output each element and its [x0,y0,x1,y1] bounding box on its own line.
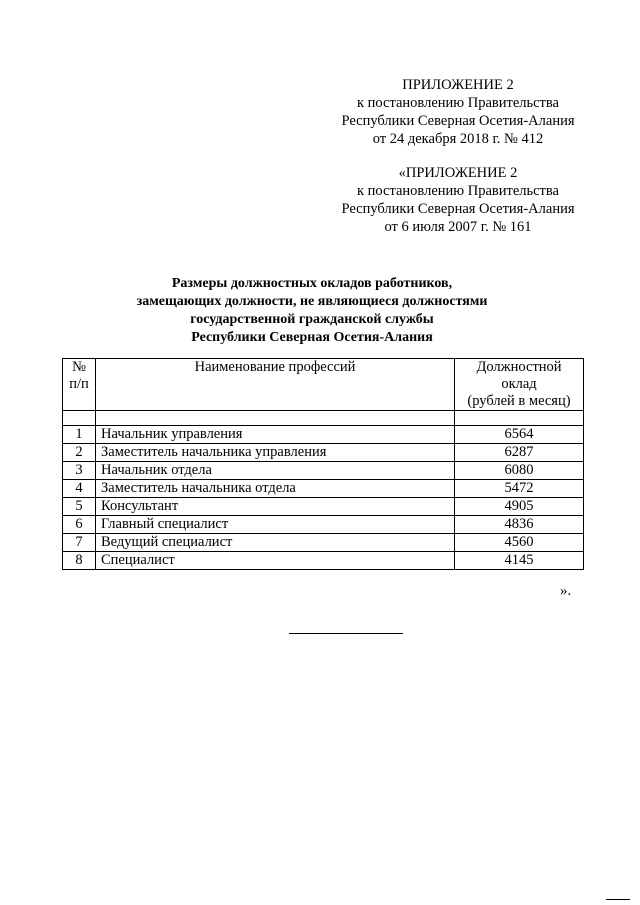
table-row [63,534,584,552]
row-profession: Специалист [96,552,455,570]
appendix-title: ПРИЛОЖЕНИЕ 2 [402,77,514,93]
row-salary: 4560 [455,534,584,552]
header-salary-line: (рублей в месяц) [467,393,571,409]
row-profession: Ведущий специалист [96,534,455,552]
row-profession: Заместитель начальника управления [96,444,455,462]
appendix-header-current [328,76,588,148]
row-number: 2 [63,444,96,462]
title-line: Размеры должностных окладов работников, [171,276,453,291]
row-number: 7 [63,534,96,552]
header-number-symbol: № [72,359,86,375]
table-row [63,516,584,534]
table-header-row [63,359,584,411]
document-title [112,275,512,347]
header-salary [455,359,584,411]
appendix-date: от 6 июля 2007 г. № 161 [384,219,532,235]
spacer-cell [63,411,96,426]
row-salary: 5472 [455,480,584,498]
row-number: 1 [63,426,96,444]
table-spacer-row [63,411,584,426]
title-line: замещающих должности, не являющиеся должностями [136,294,488,309]
spacer-cell [96,411,455,426]
row-number: 8 [63,552,96,570]
header-number-abbr: п/п [69,376,89,392]
title-line: Республики Северная Осетия-Алания [191,330,433,345]
closing-quote: ». [560,583,572,599]
signature-line [289,633,403,634]
appendix-date: от 24 декабря 2018 г. № 412 [372,131,544,147]
page-corner-mark [606,899,630,900]
title-line: государственной гражданской службы [190,312,434,327]
header-salary-line: оклад [501,376,537,392]
row-profession: Главный специалист [96,516,455,534]
row-salary: 4836 [455,516,584,534]
row-salary: 6564 [455,426,584,444]
appendix-title: «ПРИЛОЖЕНИЕ 2 [398,165,518,181]
salary-table [62,358,584,570]
header-salary-line: Должностной [476,359,562,375]
row-salary: 4145 [455,552,584,570]
header-profession: Наименование профессий [96,359,455,411]
appendix-reference: к постановлению Правительства [357,95,559,111]
table-row [63,552,584,570]
spacer-cell [455,411,584,426]
row-profession: Начальник отдела [96,462,455,480]
appendix-government: Республики Северная Осетия-Алания [341,201,575,217]
table-row [63,498,584,516]
row-profession: Начальник управления [96,426,455,444]
row-number: 5 [63,498,96,516]
table-row [63,426,584,444]
row-number: 3 [63,462,96,480]
appendix-reference: к постановлению Правительства [357,183,559,199]
appendix-header-original [328,164,588,236]
row-profession: Заместитель начальника отдела [96,480,455,498]
row-number: 6 [63,516,96,534]
row-salary: 4905 [455,498,584,516]
row-salary: 6080 [455,462,584,480]
appendix-government: Республики Северная Осетия-Алания [341,113,575,129]
header-number [63,359,96,411]
table-row [63,444,584,462]
row-salary: 6287 [455,444,584,462]
row-number: 4 [63,480,96,498]
table-row [63,480,584,498]
row-profession: Консультант [96,498,455,516]
table-row [63,462,584,480]
